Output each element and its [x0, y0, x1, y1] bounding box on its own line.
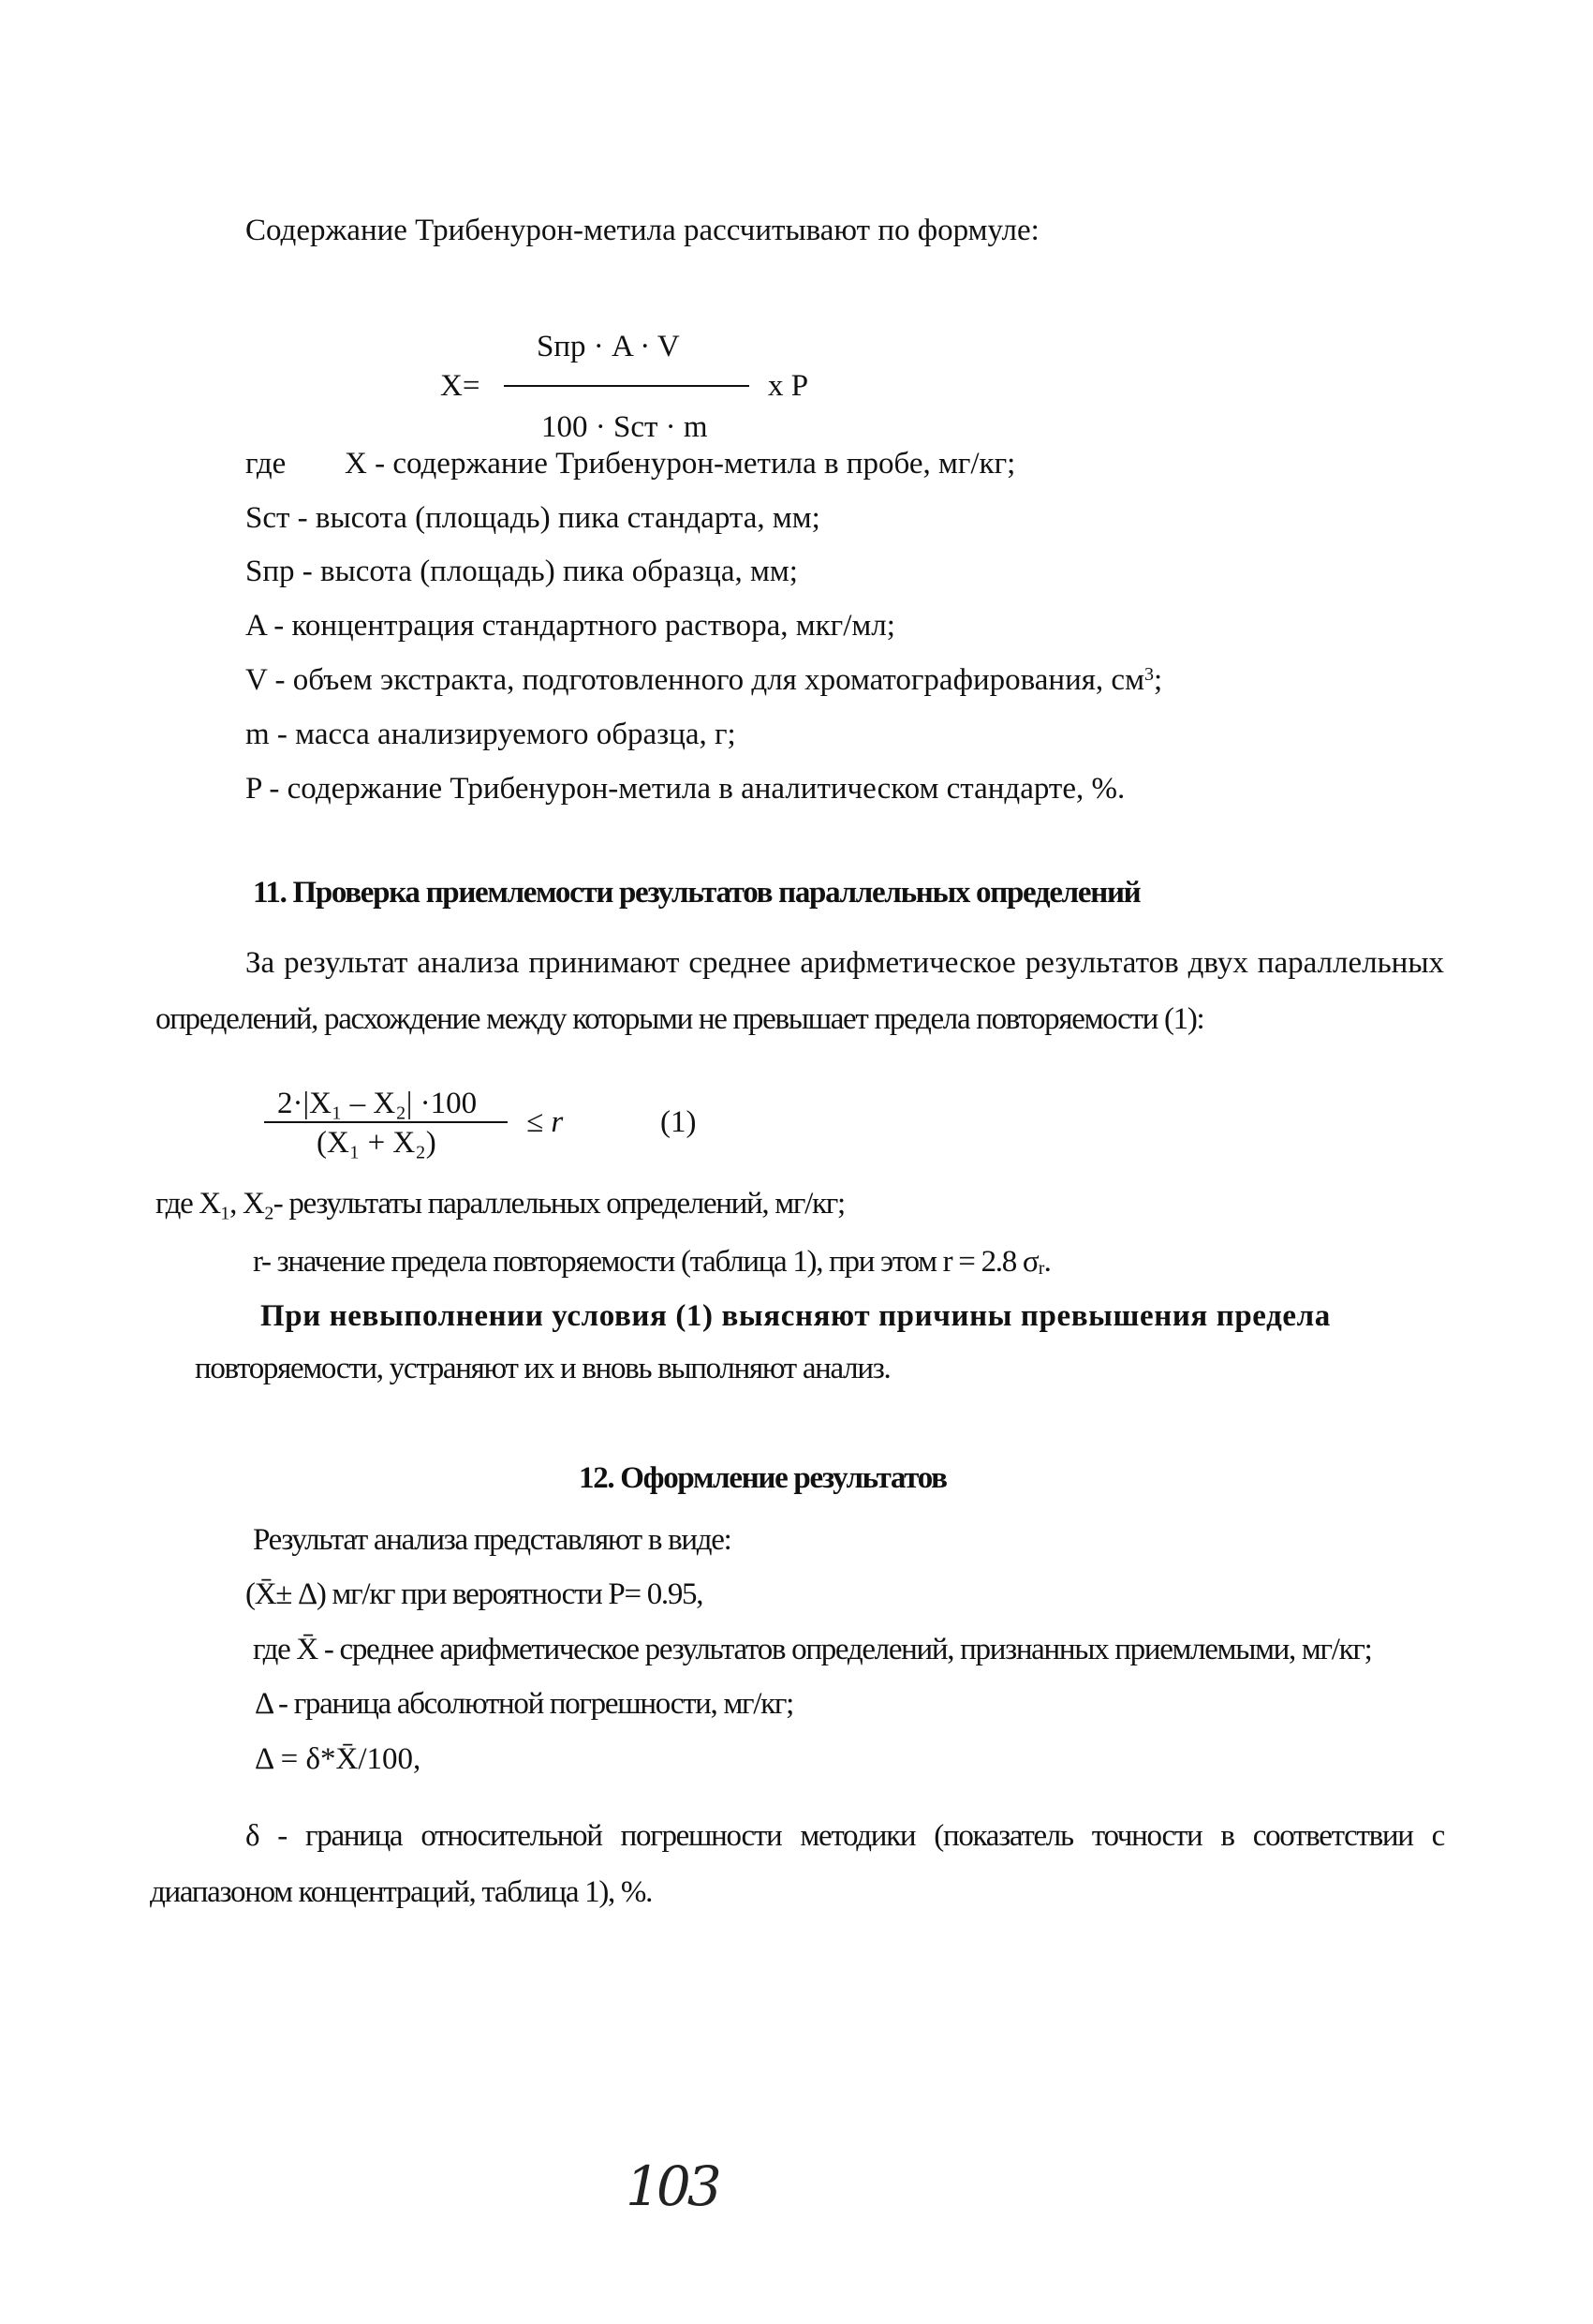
definition-x: X - содержание Трибенурон-метила в пробе, мг/кг;: [345, 447, 1016, 481]
section-12-line3: где X̄ - среднее арифметическое результатов определений, признанных приемлемыми, мг/кг;: [253, 1633, 1372, 1666]
section-11-bold-line: При невыполнении условия (1) выясняют причины превышения предела: [260, 1299, 1331, 1333]
definition-v: V - объем экстракта, подготовленного для хроматографирования, $см^3$;: [245, 663, 1163, 697]
section-12-para-line2: диапазоном концентраций, таблица 1), %.: [150, 1875, 653, 1909]
section-12-line5: Δ = δ*X̄/100,: [255, 1742, 421, 1776]
formula-fraction-bar: [504, 385, 749, 387]
formula-denominator: 100 · Sст · m: [541, 410, 708, 444]
definition-sst: Sст - высота (площадь) пика стандарта, мм;: [245, 501, 820, 535]
formula-lhs: X=: [440, 369, 480, 403]
formula-1-fraction-bar: [264, 1121, 508, 1123]
formula-numerator: Sпр · A · V: [537, 330, 680, 363]
formula-1-relation: ≤ r: [526, 1105, 564, 1139]
definition-a: A - концентрация стандартного раствора, мкг/мл;: [245, 609, 895, 643]
where-label: где: [245, 447, 287, 481]
formula-1-number: (1): [660, 1105, 697, 1139]
section-12-line2: (X̄± Δ) мг/кг при вероятности P= 0.95,: [245, 1577, 703, 1611]
section-12-line4: Δ - граница абсолютной погрешности, мг/кг;: [255, 1687, 793, 1721]
section-11-para-line2: определений, расхождение между которыми не превышает предела повторяемости (1):: [155, 1002, 1204, 1036]
section-11-where-line: где X₁, X₂- результаты параллельных определений, мг/кг;: [155, 1187, 845, 1221]
definition-m: m - масса анализируемого образца, г;: [245, 718, 736, 751]
section-11-r-line: r- значение предела повторяемости (таблица 1), при этом r = 2.8 σᵣ.: [253, 1245, 1051, 1279]
formula-multiplier: x P: [768, 369, 809, 403]
page-number: 103: [626, 2154, 718, 2218]
formula-1-numerator: 2·|X₁ – X₂| ·100: [277, 1087, 478, 1120]
formula-1-denominator: (X₁ + X₂): [317, 1126, 436, 1160]
section-12-para-line1: δ - граница относительной погрешности методики (показатель точности в соответствии с: [245, 1819, 1444, 1853]
section-12-heading: 12. Оформление результатов: [579, 1461, 947, 1495]
section-11-para-line1: За результат анализа принимают среднее арифметическое результатов двух параллельных: [245, 946, 1444, 980]
section-11-heading: 11. Проверка приемлемости результатов параллельных определений: [253, 876, 1141, 910]
intro-text: Содержание Трибенурон-метила рассчитывают по формуле:: [245, 214, 1040, 247]
section-11-cont-line: повторяемости, устраняют их и вновь выполняют анализ.: [195, 1352, 891, 1385]
section-12-line1: Результат анализа представляют в виде:: [253, 1523, 731, 1557]
definition-spr: Sпр - высота (площадь) пика образца, мм;: [245, 555, 798, 588]
definition-p: P - содержание Трибенурон-метила в аналитическом стандарте, %.: [245, 772, 1126, 806]
